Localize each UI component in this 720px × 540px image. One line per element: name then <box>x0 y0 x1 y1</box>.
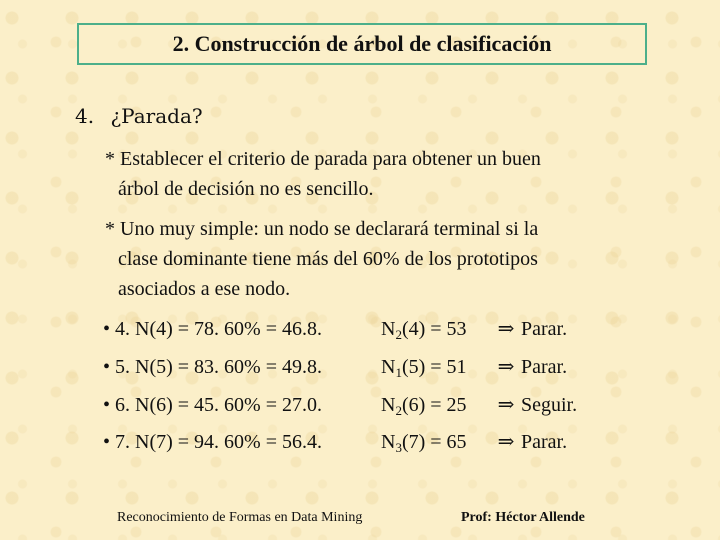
bullet-class-count: $N_2(6) = 25$ <box>381 394 467 418</box>
bullet-action: Seguir. <box>521 394 578 416</box>
bullet-row <box>103 316 567 344</box>
bullet-row <box>103 429 567 457</box>
footer-professor: Prof: Héctor Allende <box>461 510 585 525</box>
section-title: ¿Parada? <box>110 104 203 128</box>
implies-arrow-icon: ⇒ <box>497 431 515 453</box>
bullet-node-calc: • 5. N(5) = 83. 60% = 49.8. <box>103 356 322 378</box>
bullet-node-calc: • 6. N(6) = 45. 60% = 27.0. <box>103 394 322 416</box>
bullet-action: Parar. <box>521 356 568 378</box>
section-number: 4. <box>75 104 95 128</box>
slide-title-box <box>77 23 647 65</box>
bullet-row <box>103 354 567 382</box>
paragraph-simple-rule <box>105 214 645 304</box>
implies-arrow-icon: ⇒ <box>497 356 515 378</box>
footer-course: Reconocimiento de Formas en Data Mining <box>117 510 363 525</box>
slide-title: 2. Construcción de árbol de clasificación <box>172 31 552 56</box>
para2-line1: * Uno muy simple: un nodo se declarará terminal si la <box>105 218 539 240</box>
bullet-node-calc: • 4. N(4) = 78. 60% = 46.8. <box>103 318 322 340</box>
paragraph-criterion <box>105 144 645 204</box>
implies-arrow-icon: ⇒ <box>497 318 515 340</box>
bullet-action: Parar. <box>521 431 568 453</box>
bullet-class-count: $N_1(5) = 51$ <box>381 356 467 380</box>
section-heading <box>75 104 203 128</box>
para1-line1: * Establecer el criterio de parada para obtener un buen <box>105 148 541 170</box>
para1-line2: árbol de decisión no es sencillo. <box>118 178 374 200</box>
para2-line3: asociados a ese nodo. <box>118 278 291 300</box>
bullet-action: Parar. <box>521 318 568 340</box>
bullet-node-calc: • 7. N(7) = 94. 60% = 56.4. <box>103 431 322 453</box>
para2-line2: clase dominante tiene más del 60% de los prototipos <box>118 248 538 270</box>
bullet-class-count: $N_3(7) = 65$ <box>381 431 467 455</box>
implies-arrow-icon: ⇒ <box>497 394 515 416</box>
bullet-class-count: $N_2(4) = 53$ <box>381 318 467 342</box>
bullet-row <box>103 392 577 420</box>
